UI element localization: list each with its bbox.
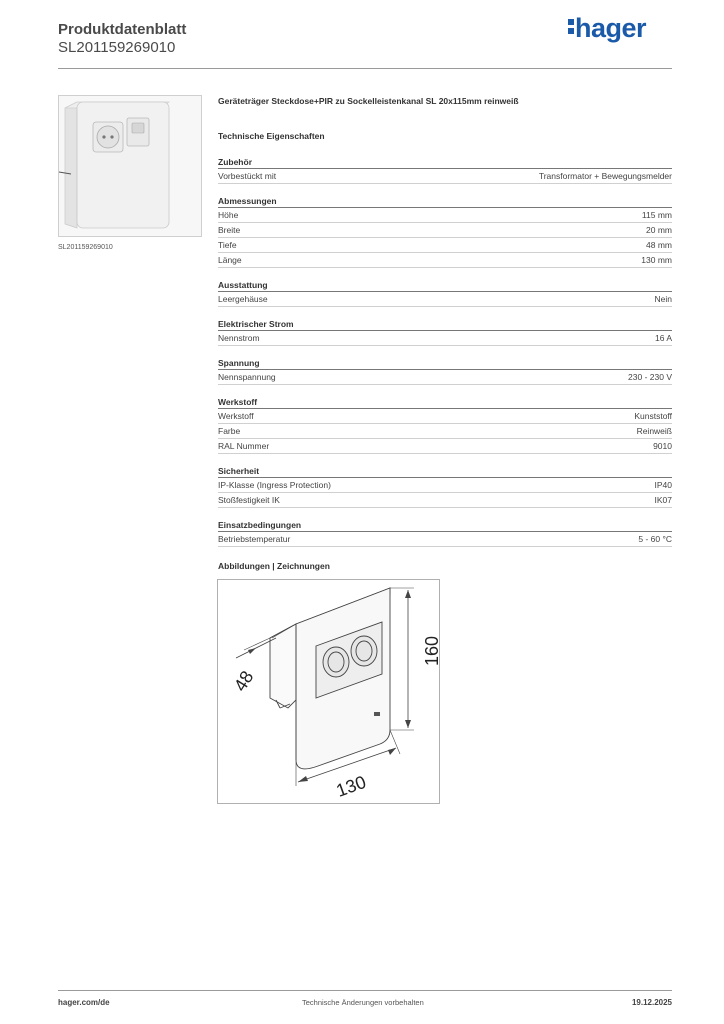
properties-list: [218, 156, 672, 558]
section-zubehoer: [218, 156, 672, 184]
footer-divider: [58, 990, 672, 991]
property-value: 115 mm: [641, 210, 672, 220]
drawings-heading: Abbildungen | Zeichnungen: [218, 561, 330, 571]
brand-name: hager: [575, 13, 647, 43]
property-row: [218, 493, 672, 508]
property-value: 9010: [653, 441, 672, 451]
technical-drawing: [217, 579, 440, 804]
product-photo-image: [59, 96, 201, 236]
property-row: [218, 439, 672, 454]
section-spannung: [218, 357, 672, 385]
document-title: Produktdatenblatt: [58, 21, 187, 38]
property-value: 20 mm: [646, 225, 672, 235]
property-label: Nennstrom: [218, 333, 260, 343]
property-label: Nennspannung: [218, 372, 276, 382]
section-sicherheit: [218, 465, 672, 508]
section-title: Elektrischer Strom: [218, 318, 672, 331]
property-row: [218, 409, 672, 424]
footer-date: 19.12.2025: [631, 998, 672, 1007]
dimension-drawing: [218, 580, 442, 803]
property-value: 230 - 230 V: [628, 372, 672, 382]
property-row: [218, 331, 672, 346]
property-row: [218, 370, 672, 385]
section-title: Einsatzbedingungen: [218, 519, 672, 532]
property-label: Betriebstemperatur: [218, 534, 291, 544]
property-value: IP40: [654, 480, 672, 490]
section-ausstattung: [218, 279, 672, 307]
property-label: Stoßfestigkeit IK: [218, 495, 280, 505]
property-value: Transformator + Bewegungsmelder: [538, 171, 672, 181]
property-row: [218, 424, 672, 439]
property-row: [218, 253, 672, 268]
property-value: 130 mm: [641, 255, 672, 265]
section-einsatzbedingungen: [218, 519, 672, 547]
section-werkstoff: [218, 396, 672, 454]
section-title: Abmessungen: [218, 195, 672, 208]
property-label: Vorbestückt mit: [218, 171, 277, 181]
dimension-length-label: 130: [333, 771, 369, 801]
property-label: Farbe: [218, 426, 241, 436]
section-title: Zubehör: [218, 156, 672, 169]
property-value: Kunststoff: [634, 411, 672, 421]
product-photo: [58, 95, 202, 237]
property-row: [218, 478, 672, 493]
section-title: Spannung: [218, 357, 672, 370]
property-value: IK07: [654, 495, 672, 505]
property-label: Werkstoff: [218, 411, 254, 421]
technical-properties-heading: Technische Eigenschaften: [218, 131, 325, 141]
document-article-number: SL201159269010: [58, 39, 176, 56]
property-label: Leergehäuse: [218, 294, 268, 304]
property-label: RAL Nummer: [218, 441, 270, 451]
property-value: Reinweiß: [636, 426, 672, 436]
section-title: Werkstoff: [218, 396, 672, 409]
property-row: [218, 223, 672, 238]
photo-caption: SL201159269010: [58, 244, 113, 251]
footer-disclaimer: Technische Änderungen vorbehalten: [302, 998, 424, 1007]
property-value: Nein: [654, 294, 672, 304]
property-row: [218, 169, 672, 184]
property-row: [218, 238, 672, 253]
property-value: 48 mm: [646, 240, 672, 250]
header-divider: [58, 68, 672, 69]
section-title: Sicherheit: [218, 465, 672, 478]
property-label: IP-Klasse (Ingress Protection): [218, 480, 331, 490]
section-elektrischer-strom: [218, 318, 672, 346]
footer-website-link[interactable]: hager.com/de: [58, 998, 110, 1007]
property-value: 16 A: [654, 333, 672, 343]
property-value: 5 - 60 °C: [638, 534, 672, 544]
dimension-depth-label: 48: [229, 667, 258, 695]
property-label: Länge: [218, 255, 242, 265]
property-row: [218, 208, 672, 223]
dimension-height-label: 160: [422, 635, 442, 666]
property-label: Tiefe: [218, 240, 237, 250]
property-label: Breite: [218, 225, 241, 235]
property-label: Höhe: [218, 210, 239, 220]
property-row: [218, 532, 672, 547]
hager-logo: [568, 13, 646, 44]
section-abmessungen: [218, 195, 672, 268]
product-name: Geräteträger Steckdose+PIR zu Sockelleistenkanal SL 20x115mm reinweiß: [218, 96, 519, 106]
section-title: Ausstattung: [218, 279, 672, 292]
property-row: [218, 292, 672, 307]
